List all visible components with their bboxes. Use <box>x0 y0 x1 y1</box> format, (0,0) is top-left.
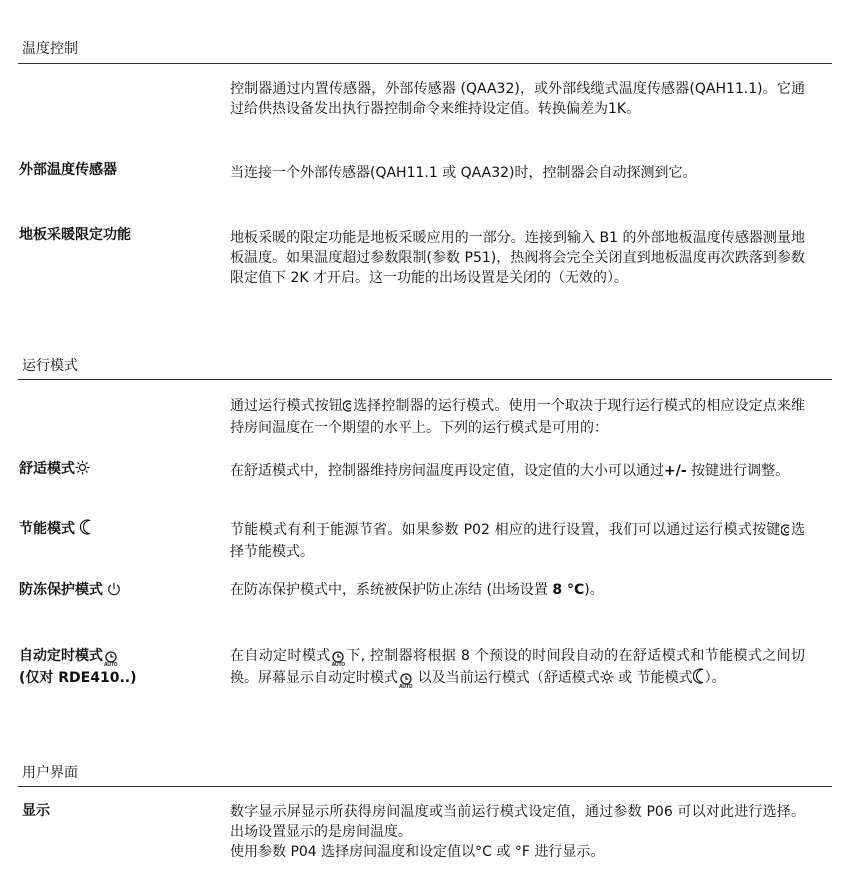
section-divider <box>18 63 832 64</box>
eco-mode-label <box>19 519 92 541</box>
display-text-line1: 数字显示屏显示所获得房间温度或当前运行模式设定值，通过参数 P06 可以对此进行选择。出场设置显示的是房间温度。 <box>230 804 805 840</box>
display-text <box>230 802 805 862</box>
modes-intro <box>230 396 805 438</box>
auto-mode-label <box>19 646 137 688</box>
standby-icon <box>107 582 121 602</box>
eco-mode-label-text: 节能模式 <box>19 521 75 537</box>
section-title-user-interface: 用户界面 <box>22 765 78 781</box>
section-title-temperature-control: 温度控制 <box>22 41 78 57</box>
eco-mode-text-b: 选择节能模式。 <box>230 522 806 560</box>
auto-icon-text: AUTO <box>399 684 413 690</box>
section-title-operating-modes: 运行模式 <box>22 358 78 374</box>
comfort-mode-text <box>230 461 805 481</box>
frost-setpoint: 8 °C <box>552 582 585 598</box>
sun-icon <box>600 670 614 690</box>
frost-mode-text-b: )。 <box>584 582 604 598</box>
auto-icon-text: AUTO <box>331 662 345 668</box>
floor-limit-label: 地板采暖限定功能 <box>19 227 131 243</box>
auto-mode-text-c: 以及当前运行模式（舒适模式 <box>413 670 600 686</box>
frost-mode-text <box>230 580 805 600</box>
mode-button-icon <box>343 398 353 418</box>
frost-mode-label <box>19 580 121 602</box>
eco-mode-text-a: 节能模式有利于能源节省。如果参数 P02 相应的进行设置，我们可以通过运行模式按键 <box>230 522 781 538</box>
comfort-mode-text-b: 按键进行调整。 <box>686 463 790 479</box>
floor-limit-text: 地板采暖的限定功能是地板采暖应用的一部分。连接到输入 B1 的外部地板温度传感器测量地板温度。如果温度超过参数限制(参数 P51)，热阀将会完全关闭直到地板温度再次跌落到参数限定值下 2K 才开启。这一功能的出场设置是关闭的（无效的）。 <box>230 230 805 286</box>
auto-mode-text-e: ）。 <box>704 670 726 686</box>
sun-icon <box>75 460 90 481</box>
ext-sensor-text: 当连接一个外部传感器(QAH11.1 或 QAA32)时，控制器会自动探测到它。 <box>230 165 697 181</box>
section-divider <box>18 786 832 787</box>
modes-intro-part-b: 选择控制器的运行模式。使用一个取决于现行运行模式的相应设定点来维持房间温度在一个期望的水平上。下列的运行模式是可用的： <box>230 398 805 436</box>
display-label: 显示 <box>22 803 50 819</box>
mode-button-icon <box>781 522 791 542</box>
frost-mode-text-a: 在防冻保护模式中，系统被保护防止冻结 (出场设置 <box>230 582 553 598</box>
auto-mode-sublabel: (仅对 RDE410..) <box>19 670 137 686</box>
section-divider <box>18 379 832 380</box>
auto-mode-text-b: 下, 控制器将根据 8 个预设的时间段自动的在舒适模式和节能模式之间切换。屏幕显示自动定时模式 <box>230 648 805 686</box>
auto-mode-label-text: 自动定时模式 <box>19 648 103 664</box>
display-text-line2: 使用参数 P04 选择房间温度和设定值以°C 或 °F 进行显示。 <box>230 844 605 860</box>
comfort-mode-label-text: 舒适模式 <box>19 461 75 477</box>
ext-sensor-label: 外部温度传感器 <box>19 162 117 178</box>
temp-control-intro: 控制器通过内置传感器，外部传感器 (QAA32)，或外部线缆式温度传感器(QAH11.1)。它通过给供热设备发出执行器控制命令来维持设定值。转换偏差为1K。 <box>230 81 805 117</box>
plus-minus-key: +/- <box>664 463 687 479</box>
eco-mode-text <box>230 520 805 562</box>
auto-clock-icon <box>104 651 117 668</box>
auto-icon-text: AUTO <box>104 662 118 668</box>
moon-icon <box>80 519 92 541</box>
auto-mode-text <box>230 646 805 690</box>
comfort-mode-label <box>19 459 90 481</box>
modes-intro-part-a: 通过运行模式按钮 <box>230 398 343 414</box>
auto-mode-text-a: 在自动定时模式 <box>230 648 331 664</box>
auto-mode-text-d: 或 节能模式 <box>613 670 693 686</box>
moon-icon <box>693 668 705 690</box>
auto-clock-icon <box>332 651 345 668</box>
frost-mode-label-text: 防冻保护模式 <box>19 582 103 598</box>
comfort-mode-text-a: 在舒适模式中，控制器维持房间温度再设定值，设定值的大小可以通过 <box>230 463 664 479</box>
auto-clock-icon <box>399 673 412 690</box>
